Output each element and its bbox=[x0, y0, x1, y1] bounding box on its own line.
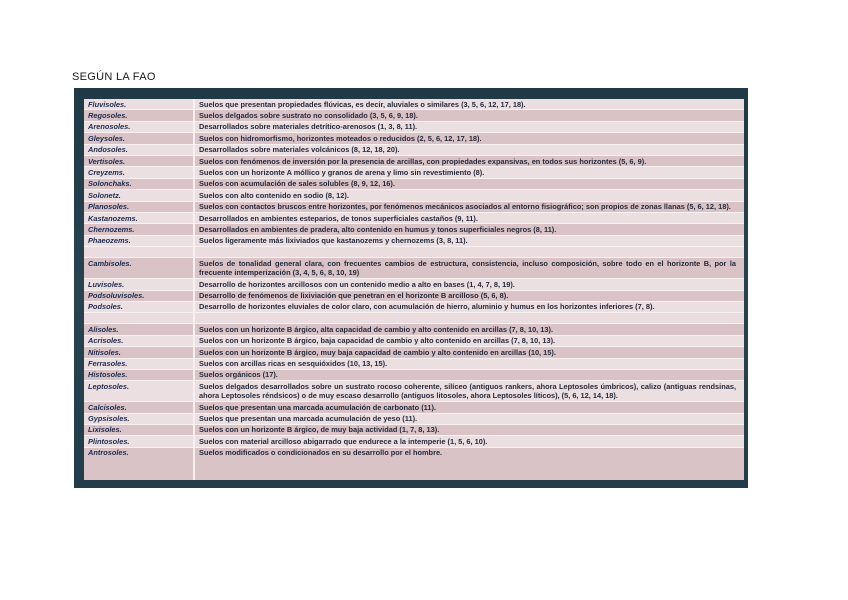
soil-name: Creyzems. bbox=[84, 167, 194, 178]
table-row bbox=[84, 213, 744, 224]
soil-description: Desarrollados sobre materiales detrítico-arenosos (1, 3, 8, 11). bbox=[194, 121, 744, 132]
table-row bbox=[84, 156, 744, 167]
soil-description: Desarrollo de horizontes arcillosos con un contenido medio a alto en bases (1, 4, 7, 8, 19). bbox=[194, 279, 744, 290]
table-row bbox=[84, 436, 744, 447]
soil-description: Suelos modificados o condicionados en su desarrollo por el hombre. bbox=[194, 447, 744, 480]
soil-name: Fluvisoles. bbox=[84, 99, 194, 110]
soil-name: Regosoles. bbox=[84, 110, 194, 121]
soil-description: Desarrollo de fenómenos de lixiviación que penetran en el horizonte B arcilloso (5, 6, 8). bbox=[194, 290, 744, 301]
spacer-cell bbox=[84, 247, 194, 258]
soil-name: Gypsisoles. bbox=[84, 413, 194, 424]
table-row bbox=[84, 190, 744, 201]
soil-name: Alisoles. bbox=[84, 324, 194, 335]
soil-description: Suelos con material arcilloso abigarrado que endurece a la intemperie (1, 5, 6, 10). bbox=[194, 436, 744, 447]
soil-name: Kastanozems. bbox=[84, 213, 194, 224]
table-row bbox=[84, 121, 744, 132]
soil-classification-table bbox=[84, 99, 744, 480]
table-spacer-row bbox=[84, 247, 744, 258]
table-row bbox=[84, 347, 744, 358]
soil-name: Lixisoles. bbox=[84, 424, 194, 435]
soil-description: Suelos delgados desarrollados sobre un sustrato rocoso coherente, silíceo (antiguos rankers, ahora Leptosoles úmbricos), calizo (antiguas rendsinas, ahora Leptosoles réndsicos) o de muy escaso desarrollo (antiguos litosoles, ahora Leptosoles líticos), (5, 6, 12, 14, 18). bbox=[194, 381, 744, 402]
table-row bbox=[84, 413, 744, 424]
soil-name: Chernozems. bbox=[84, 224, 194, 235]
soil-name: Phaeozems. bbox=[84, 235, 194, 246]
soil-description: Suelos con fenómenos de inversión por la presencia de arcillas, con propiedades expansivas, en todos sus horizontes (5, 6, 9). bbox=[194, 156, 744, 167]
soil-table-area bbox=[84, 99, 744, 480]
table-row bbox=[84, 369, 744, 380]
soil-table-frame bbox=[74, 88, 748, 488]
soil-name: Gleysoles. bbox=[84, 133, 194, 144]
soil-description: Suelos de tonalidad general clara, con frecuentes cambios de estructura, consistencia, incluso composición, sobre todo en el horizonte B, por la frecuente intemperización (3, 4, 5, 6, 8, 10, 19) bbox=[194, 258, 744, 279]
soil-name: Planosoles. bbox=[84, 201, 194, 212]
soil-description: Suelos con un horizonte B árgico, baja capacidad de cambio y alto contenido en arcillas (7, 8, 10, 13). bbox=[194, 335, 744, 346]
soil-name: Arenosoles. bbox=[84, 121, 194, 132]
soil-description: Desarrollo de horizontes eluviales de color claro, con acumulación de hierro, aluminio y humus en los horizontes inferiores (7, 8). bbox=[194, 301, 744, 312]
table-row bbox=[84, 335, 744, 346]
soil-description: Suelos que presentan una marcada acumulación de yeso (11). bbox=[194, 413, 744, 424]
soil-name: Podsoles. bbox=[84, 301, 194, 312]
table-row bbox=[84, 235, 744, 246]
table-row bbox=[84, 279, 744, 290]
soil-description: Suelos con arcillas ricas en sesquióxidos (10, 13, 15). bbox=[194, 358, 744, 369]
soil-description: Suelos orgánicos (17). bbox=[194, 369, 744, 380]
spacer-cell bbox=[84, 313, 194, 324]
table-row bbox=[84, 381, 744, 402]
soil-description: Suelos con hidromorfismo, horizontes moteados o reducidos (2, 5, 6, 12, 17, 18). bbox=[194, 133, 744, 144]
soil-description: Suelos con contactos bruscos entre horizontes, por fenómenos mecánicos asociados al entorno fisiográfico; son propios de zonas llanas (5, 6, 12, 18). bbox=[194, 201, 744, 212]
soil-description: Suelos que presentan propiedades flúvicas, es decir, aluviales o similares (3, 5, 6, 12, 17, 18). bbox=[194, 99, 744, 110]
table-row bbox=[84, 144, 744, 155]
soil-name: Plintosoles. bbox=[84, 436, 194, 447]
table-row bbox=[84, 402, 744, 413]
soil-name: Calcisoles. bbox=[84, 402, 194, 413]
soil-description: Desarrollados en ambientes esteparios, de tonos superficiales castaños (9, 11). bbox=[194, 213, 744, 224]
soil-description: Suelos con un horizonte B árgico, alta capacidad de cambio y alto contenido en arcillas (7, 8, 10, 13). bbox=[194, 324, 744, 335]
soil-description: Suelos con un horizonte B árgico, muy baja capacidad de cambio y alto contenido en arcillas (10, 15). bbox=[194, 347, 744, 358]
table-row bbox=[84, 424, 744, 435]
soil-description: Suelos ligeramente más lixiviados que kastanozems y chernozems (3, 8, 11). bbox=[194, 235, 744, 246]
soil-name: Solonchaks. bbox=[84, 178, 194, 189]
soil-name: Solonetz. bbox=[84, 190, 194, 201]
table-row bbox=[84, 301, 744, 312]
soil-description: Suelos que presentan una marcada acumulación de carbonato (11). bbox=[194, 402, 744, 413]
table-row bbox=[84, 201, 744, 212]
spacer-cell bbox=[194, 313, 744, 324]
table-row bbox=[84, 110, 744, 121]
soil-description: Suelos delgados sobre sustrato no consolidado (3, 5, 6, 9, 18). bbox=[194, 110, 744, 121]
soil-description: Suelos con acumulación de sales solubles (8, 9, 12, 16). bbox=[194, 178, 744, 189]
soil-name: Andosoles. bbox=[84, 144, 194, 155]
soil-name: Cambisoles. bbox=[84, 258, 194, 279]
table-row bbox=[84, 178, 744, 189]
soil-name: Acrisoles. bbox=[84, 335, 194, 346]
soil-description: Desarrollados sobre materiales volcánicos (8, 12, 18, 20). bbox=[194, 144, 744, 155]
table-row bbox=[84, 290, 744, 301]
table-spacer-row bbox=[84, 313, 744, 324]
soil-name: Leptosoles. bbox=[84, 381, 194, 402]
spacer-cell bbox=[194, 247, 744, 258]
soil-name: Luvisoles. bbox=[84, 279, 194, 290]
soil-name: Podsoluvisoles. bbox=[84, 290, 194, 301]
table-row bbox=[84, 133, 744, 144]
soil-name: Vertisoles. bbox=[84, 156, 194, 167]
table-row bbox=[84, 99, 744, 110]
table-row bbox=[84, 167, 744, 178]
soil-description: Suelos con alto contenido en sodio (8, 12). bbox=[194, 190, 744, 201]
page-title: SEGÚN LA FAO bbox=[72, 71, 156, 83]
soil-name: Antrosoles. bbox=[84, 447, 194, 480]
soil-name: Ferrasoles. bbox=[84, 358, 194, 369]
soil-table-body bbox=[84, 99, 744, 480]
soil-description: Desarrollados en ambientes de pradera, alto contenido en humus y tonos superficiales negros (8, 11). bbox=[194, 224, 744, 235]
soil-description: Suelos con un horizonte A móllico y granos de arena y limo sin revestimiento (8). bbox=[194, 167, 744, 178]
table-row bbox=[84, 224, 744, 235]
table-row bbox=[84, 258, 744, 279]
table-row bbox=[84, 358, 744, 369]
table-row bbox=[84, 324, 744, 335]
soil-name: Histosoles. bbox=[84, 369, 194, 380]
table-row bbox=[84, 447, 744, 480]
soil-description: Suelos con un horizonte B árgico, de muy baja actividad (1, 7, 8, 13). bbox=[194, 424, 744, 435]
soil-name: Nitisoles. bbox=[84, 347, 194, 358]
